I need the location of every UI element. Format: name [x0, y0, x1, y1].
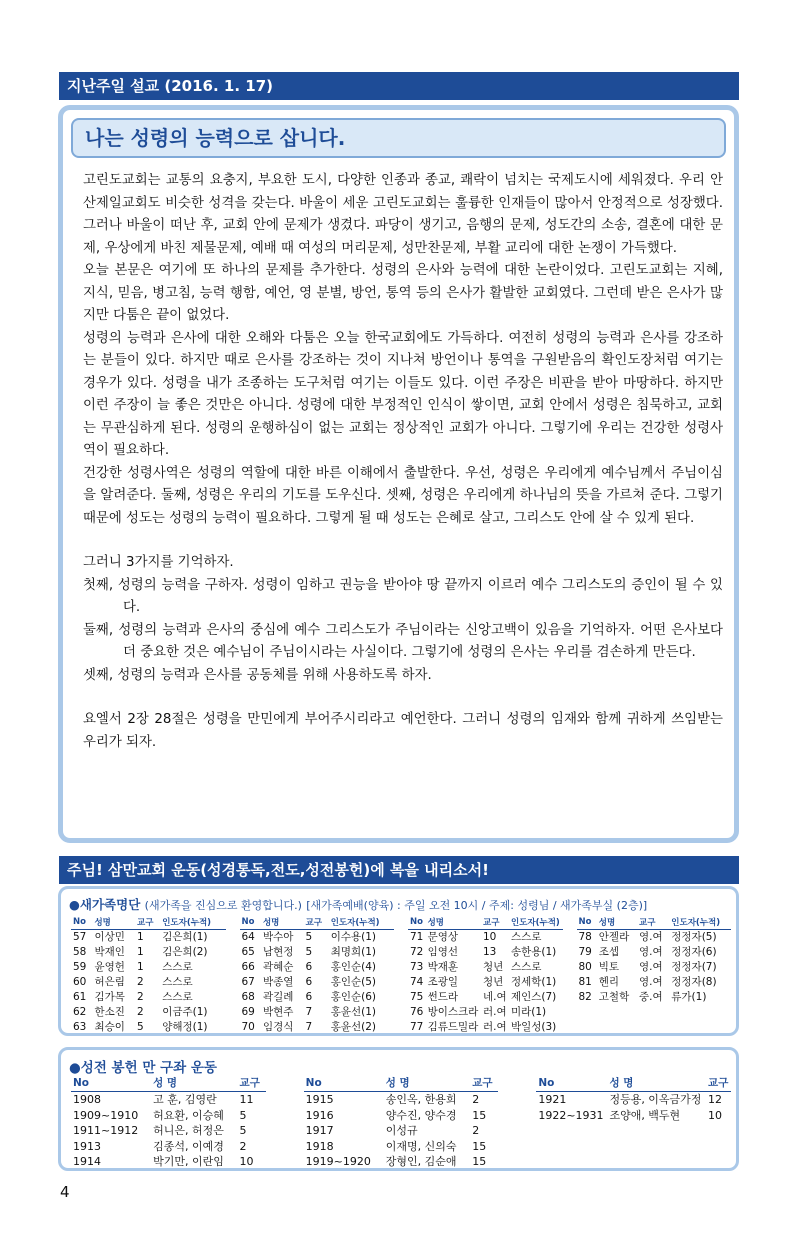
table-cell: 양수진, 양수경 [385, 1108, 457, 1122]
table-cell: 1916 [305, 1108, 334, 1122]
table-cell: 1917 [305, 1124, 334, 1137]
table-cell: 김류드밀라 [427, 1021, 479, 1033]
table-cell: 방이스크라 [427, 1006, 479, 1018]
table-cell: 2 [136, 991, 144, 1003]
table-cell: 썬드라 [427, 991, 459, 1003]
sermon-paragraph: 고린도교회는 교통의 요충지, 부요한 도시, 다양한 인종과 종교, 쾌락이 넘치는 국제도시에 세워졌다. 우리 안산제일교회도 비슷한 성격을 갖는다. 바울이 세운 고린도교회는 훌륭한 인재들이 많아서 안정적으로 성장했다. 그러나 바울이 떠난 후, 교회 안에 문제가 생겼다. 파당이 생기고, 음행의 문제, 성도간의 소송, 결혼에 대한 문제, 우상에게 바친 제물문제, 예배 때 여성의 머리문제, 성만찬문제, 부활 교리에 대한 논쟁이 가득했다. [83, 173, 723, 256]
table-cell: 헨리 [598, 976, 620, 988]
table-cell: 6 [305, 991, 313, 1003]
table-row [71, 960, 226, 975]
table-row [71, 1154, 266, 1170]
table-row [408, 945, 563, 960]
table-row [71, 1108, 266, 1124]
table-cell: 홍윤선(1) [330, 1006, 377, 1018]
table-cell: 김은희(2) [162, 946, 208, 958]
table-row [577, 945, 732, 960]
sermon-body [83, 170, 723, 754]
table-cell: 허니은, 허정은 [153, 1124, 224, 1137]
table-cell: 80 [578, 961, 592, 973]
column-header: 교구 [706, 1074, 731, 1092]
table-row [408, 960, 563, 975]
table-cell: 정정자(5) [671, 931, 717, 943]
sermon-paragraph: 오늘 본문은 여기에 또 하나의 문제를 추가한다. 성령의 은사와 능력에 대한 논란이었다. 고린도교회는 지혜, 지식, 믿음, 병고침, 능력 행함, 예언, 영 분별, 방언, 통역 등의 은사가 활발한 교회였다. 그런데 받은 은사가 많지만 다툼은 끝이 없었다. [83, 263, 723, 323]
table-cell: 5 [239, 1108, 247, 1122]
table-cell: 74 [410, 976, 424, 988]
new-family-label: ●새가족명단 [69, 897, 141, 912]
table-cell: 7 [305, 1021, 313, 1033]
table-cell: 윤영헌 [94, 961, 125, 973]
table-cell: 2 [136, 976, 144, 988]
table-cell: 청년 [483, 976, 504, 988]
new-family-column [71, 915, 226, 1035]
table-row [577, 930, 732, 946]
table-cell: 이성규 [385, 1124, 418, 1137]
table-cell: 홍인순(6) [330, 991, 377, 1003]
column-header: 성 명 [151, 1074, 237, 1092]
table-cell: 68 [241, 991, 255, 1003]
table-cell: 박수아 [262, 931, 294, 943]
table-cell: 조셉 [598, 946, 620, 958]
table-cell: 64 [241, 931, 255, 943]
table-cell: 한소진 [94, 1006, 125, 1018]
new-family-note: (새가족을 진심으로 환영합니다.) [144, 899, 302, 912]
column-header: 교구 [135, 915, 160, 930]
table-row [71, 1092, 266, 1108]
table-cell: 1908 [73, 1093, 101, 1106]
table-cell: 1914 [73, 1155, 101, 1168]
table-cell: 이재명, 신의숙 [385, 1139, 457, 1153]
column-header: No [408, 915, 426, 930]
table-cell: 김은희(1) [162, 931, 208, 943]
new-family-column [577, 915, 732, 1035]
column-header: 인도자(누적) [160, 915, 225, 930]
table-cell: 박재인 [94, 946, 125, 958]
table-cell: 최명희(1) [330, 946, 377, 958]
new-family-box [58, 886, 739, 1036]
table-cell: 1921 [538, 1093, 567, 1106]
table-cell: 영.여 [639, 931, 663, 943]
table-cell: 82 [578, 991, 592, 1003]
table-cell: 5 [136, 1021, 144, 1033]
page-number: 4 [60, 1183, 70, 1201]
table-cell: 70 [241, 1021, 255, 1033]
table-row [408, 1020, 563, 1035]
table-cell: 5 [305, 946, 313, 958]
table-cell: 스스로 [510, 961, 542, 973]
prayer-header: 주님! 삼만교회 운동(성경통독,전도,성전봉헌)에 복을 내리소서! [59, 856, 739, 884]
table-cell: 임경식 [262, 1021, 294, 1033]
offering-title: ●성전 봉헌 만 구좌 운동 [69, 1060, 217, 1076]
table-cell: 장형인, 김순애 [385, 1155, 457, 1168]
table-cell: 고철학 [598, 991, 630, 1003]
table-row [304, 1123, 499, 1139]
offering-column [71, 1074, 266, 1170]
table-cell: 60 [73, 976, 87, 988]
new-family-info: [새가족예배(양육) : 주일 오전 10시 / 주제: 성령님 / 새가족부실 (2층)] [306, 899, 648, 912]
table-cell: 미라(1) [510, 1006, 547, 1018]
table-cell: 홍윤선(2) [330, 1021, 377, 1033]
table-cell: 네.여 [483, 991, 507, 1003]
table-row [577, 960, 732, 975]
table-cell: 임영선 [427, 946, 459, 958]
table-cell: 11 [239, 1093, 254, 1106]
table-row [71, 1123, 266, 1139]
table-cell: 13 [483, 946, 497, 958]
table-cell: 류가(1) [671, 991, 707, 1003]
table-cell: 1 [136, 961, 144, 973]
table-cell: 79 [578, 946, 592, 958]
table-cell: 박재훈 [427, 961, 459, 973]
column-header: No [71, 915, 92, 930]
table-cell: 1915 [305, 1093, 334, 1106]
table-cell: 영.여 [639, 961, 663, 973]
table-cell: 63 [73, 1021, 87, 1033]
table-cell: 1919~1920 [305, 1155, 371, 1168]
table-cell: 정등용, 이옥금가정 [609, 1093, 702, 1106]
table-cell: 이금주(1) [162, 1006, 208, 1018]
table-cell: 홍인순(4) [330, 961, 377, 973]
table-cell: 12 [708, 1093, 723, 1106]
table-cell: 10 [708, 1108, 723, 1122]
table-cell: 1918 [305, 1139, 334, 1153]
table-cell: 1909~1910 [73, 1108, 139, 1122]
last-week-sermon-header: 지난주일 설교 (2016. 1. 17) [59, 72, 739, 100]
column-header: 교구 [238, 1074, 266, 1092]
sermon-paragraph: 성령의 능력과 은사에 대한 오해와 다툼은 오늘 한국교회에도 가득하다. 여전히 성령의 능력과 은사를 강조하는 분들이 있다. 하지만 때로 은사를 강조하는 것이 지나쳐 방언이나 통역을 구원받음의 확인도장처럼 여기는 경우가 있다. 성령을 내가 조종하는 도구처럼 여기는 이들도 있다. 이런 주장은 비판을 받아 마땅하다. 하지만 이런 주장이 늘 좋은 것만은 아니다. 성령에 대한 부정적인 인식이 쌓이면, 교회 안에서 성령은 침묵하고, 교회는 무관심하게 된다. 성령의 운행하심이 없는 교회는 정상적인 교회가 아니다. 그렇기에 우리는 건강한 성령사역이 필요하다. [83, 330, 723, 458]
table-cell: 고 훈, 김영란 [153, 1093, 217, 1106]
table-row [240, 930, 395, 946]
table-row [304, 1108, 499, 1124]
table-cell: 15 [472, 1108, 487, 1122]
table-cell: 박기만, 이란임 [153, 1155, 224, 1168]
table-row [536, 1108, 731, 1124]
table-cell: 조양애, 백두현 [609, 1108, 681, 1122]
table-cell: 홍인순(5) [330, 976, 377, 988]
table-cell: 이상민 [94, 931, 125, 943]
table-cell: 문영상 [427, 931, 459, 943]
table-cell: 61 [73, 991, 87, 1003]
table-row [577, 990, 732, 1005]
table-cell: 75 [410, 991, 424, 1003]
table-cell: 5 [305, 931, 313, 943]
column-header: 성명 [92, 915, 135, 930]
table-cell: 2 [136, 1006, 144, 1018]
table-row [71, 945, 226, 960]
table-cell: 1913 [73, 1139, 101, 1153]
table-row [536, 1092, 731, 1108]
column-header: No [577, 915, 597, 930]
table-cell: 1922~1931 [538, 1108, 604, 1122]
table-cell: 양해정(1) [162, 1021, 208, 1033]
offering-column [304, 1074, 499, 1170]
table-row [240, 990, 395, 1005]
table-row [71, 1020, 226, 1035]
new-family-column [240, 915, 395, 1035]
column-header: No [71, 1074, 151, 1092]
table-cell: 65 [241, 946, 255, 958]
table-row [304, 1139, 499, 1155]
point-third: 셋째, 성령의 능력과 은사를 공동체를 위해 사용하도록 하자. [83, 667, 432, 683]
table-cell: 이수용(1) [330, 931, 377, 943]
column-header: 인도자(누적) [509, 915, 563, 930]
table-cell: 김가목 [94, 991, 125, 1003]
table-cell: 정정자(7) [671, 961, 717, 973]
table-cell: 최승이 [94, 1021, 125, 1033]
table-cell: 62 [73, 1006, 87, 1018]
point-first: 첫째, 성령의 능력을 구하자. 성령이 임하고 권능을 받아야 땅 끝까지 이르러 예수 그리스도의 증인이 될 수 있다. [83, 577, 723, 615]
table-cell: 7 [305, 1006, 313, 1018]
table-cell: 스스로 [162, 991, 193, 1003]
table-cell: 66 [241, 961, 255, 973]
table-cell: 1911~1912 [73, 1124, 139, 1137]
table-cell: 69 [241, 1006, 255, 1018]
column-header: 인도자(누적) [329, 915, 394, 930]
table-row [240, 960, 395, 975]
column-header: 인도자(누적) [669, 915, 731, 930]
table-cell: 2 [472, 1124, 480, 1137]
table-cell: 1 [136, 946, 144, 958]
table-cell: 정세학(1) [510, 976, 557, 988]
table-cell: 6 [305, 976, 313, 988]
column-header: 교구 [481, 915, 509, 930]
table-cell: 59 [73, 961, 87, 973]
table-cell: 정정자(8) [671, 976, 717, 988]
closing-paragraph: 요엘서 2장 28절은 성령을 만민에게 부어주시리라고 예언한다. 그러니 성령의 임재와 함께 귀하게 쓰임받는 우리가 되자. [83, 712, 723, 750]
offering-box [58, 1047, 739, 1171]
offering-column [536, 1074, 731, 1170]
table-cell: 5 [239, 1124, 247, 1137]
table-cell: 15 [472, 1155, 487, 1168]
table-cell: 67 [241, 976, 255, 988]
sermon-box [58, 105, 739, 843]
table-cell: 곽길례 [262, 991, 294, 1003]
sermon-paragraph: 건강한 성령사역은 성령의 역할에 대한 바른 이해에서 출발한다. 우선, 성령은 우리에게 예수님께서 주님이심을 알려준다. 둘째, 성령은 우리의 기도를 도우신다. 셋째, 성령은 우리에게 하나님의 뜻을 가르쳐 준다. 그렇기 때문에 성도는 성령의 능력이 필요하다. 그렇게 될 때 성도는 은혜로 살고, 그리스도 안에 살 수 있게 된다. [83, 465, 723, 526]
column-header: 교구 [637, 915, 669, 930]
table-cell: 78 [578, 931, 592, 943]
table-cell: 15 [472, 1139, 487, 1153]
table-cell: 57 [73, 931, 87, 943]
point-second: 둘째, 성령의 능력과 은사의 중심에 예수 그리스도가 주님이라는 신앙고백이 있음을 기억하자. 어떤 은사보다 더 중요한 것은 예수님이 주님이시라는 사실이다. 그렇기에 성령의 은사는 우리를 겸손하게 만든다. [83, 622, 723, 660]
table-cell: 스스로 [510, 931, 542, 943]
column-header: No [536, 1074, 607, 1092]
table-row [71, 930, 226, 946]
column-header: 성명 [261, 915, 304, 930]
remember-intro: 그러니 3가지를 기억하자. [83, 555, 234, 570]
offering-columns [71, 1074, 731, 1170]
table-cell: 박일성(3) [510, 1021, 557, 1033]
table-cell: 71 [410, 931, 424, 943]
table-cell: 안젤라 [598, 931, 630, 943]
table-row [304, 1154, 499, 1170]
table-cell: 박종열 [262, 976, 294, 988]
table-cell: 남현정 [262, 946, 294, 958]
table-cell: 제인스(7) [510, 991, 557, 1003]
table-cell: 박현주 [262, 1006, 294, 1018]
table-row [71, 975, 226, 990]
table-cell: 영.여 [639, 976, 663, 988]
table-row [71, 1005, 226, 1020]
column-header: 성 명 [607, 1074, 706, 1092]
table-row [408, 975, 563, 990]
table-cell: 정정자(6) [671, 946, 717, 958]
table-row [408, 930, 563, 946]
table-cell: 스스로 [162, 961, 193, 973]
table-cell: 스스로 [162, 976, 193, 988]
table-cell: 2 [239, 1139, 247, 1153]
table-row [71, 1139, 266, 1155]
new-family-columns [71, 915, 731, 1035]
new-family-column [408, 915, 563, 1035]
table-cell: 81 [578, 976, 592, 988]
table-cell: 2 [472, 1093, 480, 1106]
column-header: 성 명 [384, 1074, 470, 1092]
table-row [240, 945, 395, 960]
table-cell: 송인옥, 한용희 [385, 1093, 457, 1106]
table-cell: 청년 [483, 961, 504, 973]
table-row [577, 975, 732, 990]
column-header: 성명 [426, 915, 481, 930]
table-cell: 1 [136, 931, 144, 943]
table-cell: 10 [239, 1155, 254, 1168]
table-cell: 빅토 [598, 961, 620, 973]
table-cell: 6 [305, 961, 313, 973]
table-row [240, 1020, 395, 1035]
table-cell: 72 [410, 946, 424, 958]
table-row [408, 1005, 563, 1020]
table-cell: 송한용(1) [510, 946, 557, 958]
table-cell: 러.여 [483, 1021, 507, 1033]
table-cell: 허요환, 이승혜 [153, 1108, 224, 1122]
table-row [408, 990, 563, 1005]
table-cell: 77 [410, 1021, 424, 1033]
table-row [71, 990, 226, 1005]
table-row [240, 1005, 395, 1020]
table-cell: 10 [483, 931, 497, 943]
table-cell: 중.여 [639, 991, 663, 1003]
table-cell: 허은림 [94, 976, 125, 988]
table-row [240, 975, 395, 990]
new-family-title [69, 895, 647, 913]
table-row [304, 1092, 499, 1108]
table-cell: 영.여 [639, 946, 663, 958]
table-cell: 곽혜순 [262, 961, 294, 973]
column-header: No [304, 1074, 384, 1092]
table-cell: 58 [73, 946, 87, 958]
column-header: 교구 [470, 1074, 498, 1092]
table-cell: 76 [410, 1006, 424, 1018]
table-cell: 김종석, 이예경 [153, 1139, 224, 1153]
table-cell: 조광일 [427, 976, 459, 988]
table-cell: 러.여 [483, 1006, 507, 1018]
table-cell: 73 [410, 961, 424, 973]
column-header: No [240, 915, 261, 930]
column-header: 교구 [303, 915, 328, 930]
sermon-title: 나는 성령의 능력으로 삽니다. [71, 118, 726, 158]
column-header: 성명 [597, 915, 637, 930]
